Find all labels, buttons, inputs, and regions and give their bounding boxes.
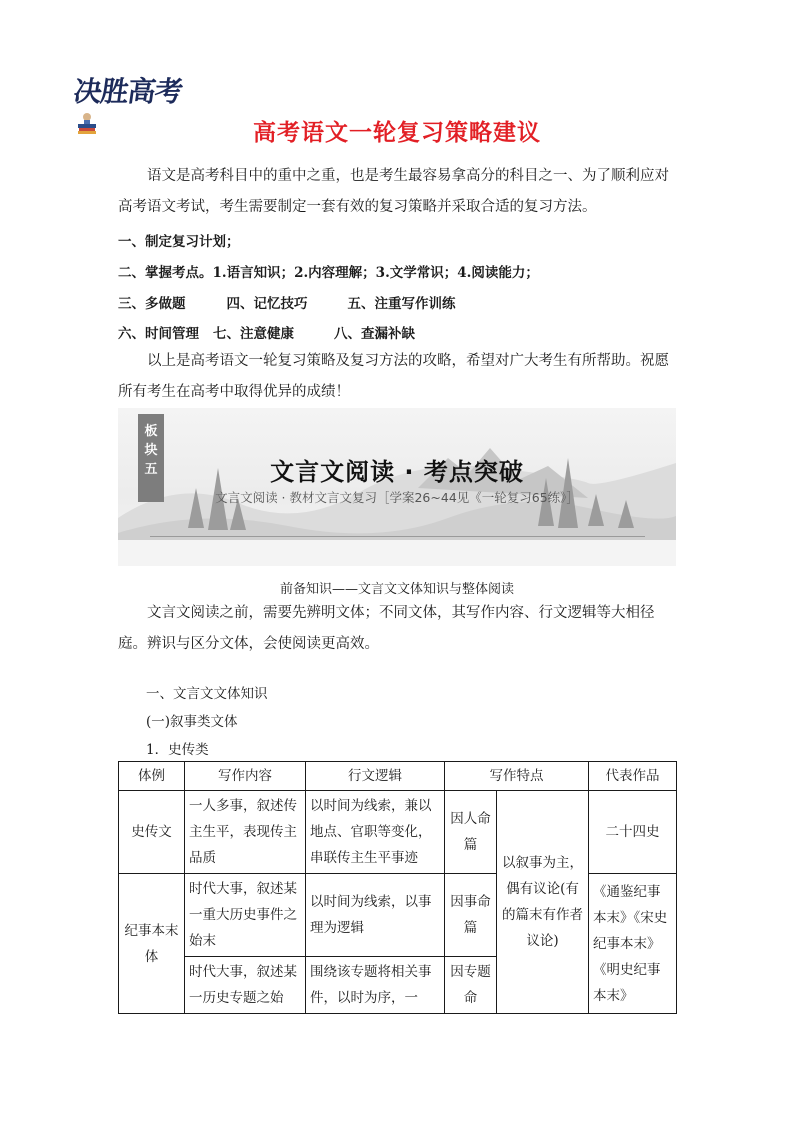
- cell-content: 时代大事，叙述某一历史专题之始: [185, 957, 306, 1014]
- cell-work: 二十四史: [589, 791, 677, 874]
- table-row: [119, 791, 677, 874]
- cell-genre: 纪事本末体: [119, 874, 185, 1014]
- points-row-3: [118, 292, 456, 312]
- cell-content: 一人多事，叙述传主生平，表现传主品质: [185, 791, 306, 874]
- cell-logic: 以时间为线索，以事理为逻辑: [306, 874, 445, 957]
- section-badge-char-3: 五: [144, 462, 158, 477]
- header-content: 写作内容: [185, 762, 306, 791]
- cell-feature: 因人命篇: [445, 791, 497, 874]
- cell-logic: 以时间为线索，兼以地点、官职等变化，串联传主生平事迹: [306, 791, 445, 874]
- cell-logic: 围绕该专题将相关事件，以时为序，一: [306, 957, 445, 1014]
- section-badge-char-2: 块: [144, 443, 158, 458]
- banner-title: 文言文阅读 · 考点突破: [270, 458, 524, 486]
- cell-shared-feature: 以叙事为主，偶有议论(有的篇末有作者议论): [497, 791, 589, 1014]
- logo-text: 决胜高考: [71, 75, 185, 108]
- header-logic: 行文逻辑: [306, 762, 445, 791]
- point-3: 三、多做题: [118, 296, 186, 312]
- section-heading: 一、文言文文体知识: [146, 686, 268, 702]
- genre-table: [118, 761, 677, 1014]
- cell-genre: 史传文: [119, 791, 185, 874]
- table-row: [119, 874, 677, 957]
- cell-feature: 因专题命: [445, 957, 497, 1014]
- section-banner: [118, 408, 676, 566]
- point-7: 七、注意健康: [213, 326, 294, 342]
- point-8: 八、查漏补缺: [334, 326, 415, 342]
- intro-paragraph: 语文是高考科目中的重中之重，也是考生最容易拿高分的科目之一、为了顺利应对高考语文考试，考生需要制定一套有效的复习策略并采取合适的复习方法。: [118, 168, 669, 215]
- item-heading: 1．史传类: [146, 742, 209, 758]
- header-work: 代表作品: [589, 762, 677, 791]
- outro-paragraph: 以上是高考语文一轮复习策略及复习方法的攻略，希望对广大考生有所帮助。祝愿所有考生在高考中取得优异的成绩！: [118, 353, 669, 400]
- page-title: 高考语文一轮复习策略建议: [253, 120, 541, 146]
- point-1: 一、制定复习计划；: [118, 234, 240, 250]
- cell-feature: 因事命篇: [445, 874, 497, 957]
- lead-paragraph: 文言文阅读之前，需要先辨明文体；不同文体，其写作内容、行文逻辑等大相径庭。辨识与区分文体，会使阅读更高效。: [118, 605, 655, 652]
- subsection-heading: (一)叙事类文体: [146, 714, 238, 730]
- point-4: 四、记忆技巧: [226, 296, 308, 312]
- section-badge-char-1: 板: [144, 424, 158, 439]
- banner-divider: [150, 536, 645, 537]
- table-header-row: [119, 762, 677, 791]
- header-genre: 体例: [119, 762, 185, 791]
- section-caption: 前备知识——文言文文体知识与整体阅读: [279, 582, 514, 597]
- points-row-4: [118, 322, 415, 342]
- point-2: 二、掌握考点。1.语言知识；2.内容理解；3.文学常识；4.阅读能力；: [118, 265, 539, 281]
- point-6: 六、时间管理: [118, 326, 199, 342]
- banner-subtitle: 文言文阅读 · 教材文言文复习［学案26~44见《一轮复习65练》］: [215, 490, 579, 505]
- point-5: 五、注重写作训练: [347, 296, 456, 312]
- header-feature: 写作特点: [445, 762, 589, 791]
- landscape-illustration: [118, 408, 676, 566]
- cell-content: 时代大事，叙述某一重大历史事件之始末: [185, 874, 306, 957]
- cell-work: 《通鉴纪事本末》《宋史纪事本末》《明史纪事本末》: [589, 874, 677, 1014]
